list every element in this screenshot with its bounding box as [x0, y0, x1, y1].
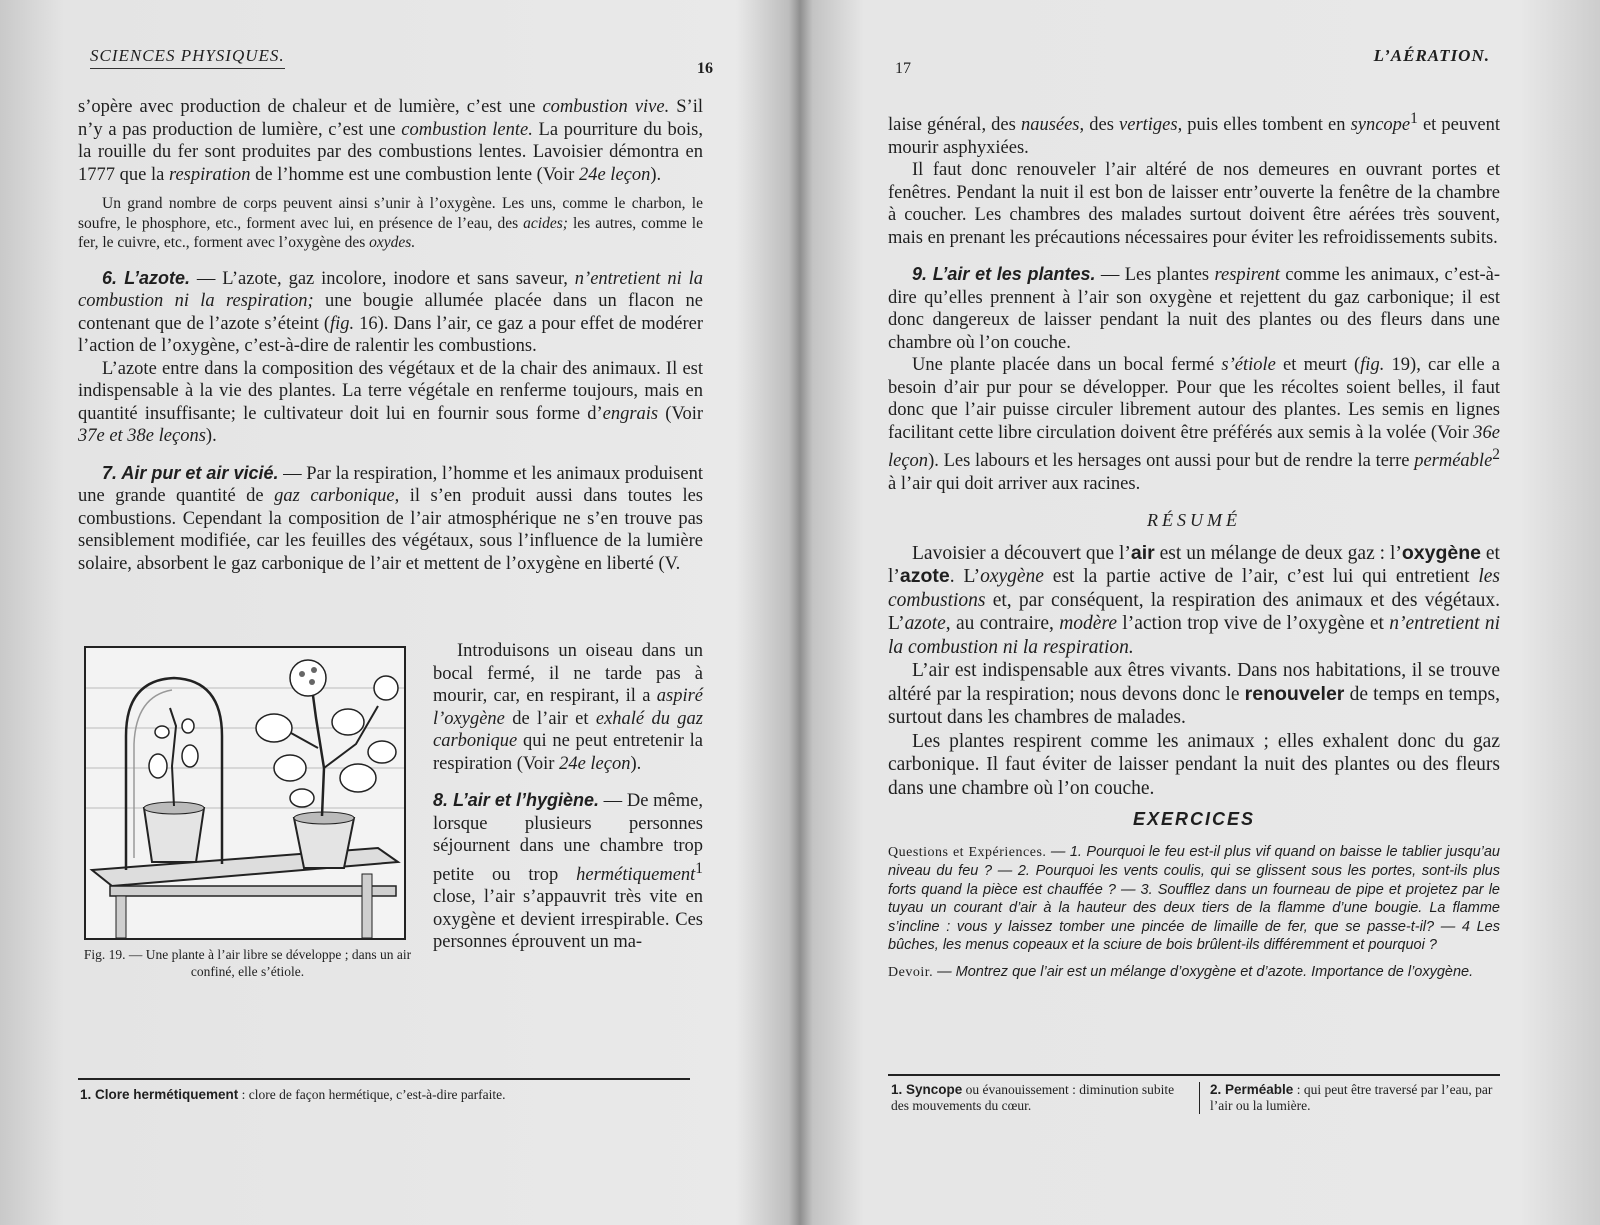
- exercices-questions: Questions et Expériences. — 1. Pourquoi le feu est-il plus vif quand on baisse le tablier jusqu’au niveau du feu ? — 2. Pourquoi les vents coulis, qui se glissent sous les portes, sont-ils plus forts quand la pièce est chauffée ? — 3. Soufflez dans un fourneau de pipe et projetez par le tuyau un courant d’air à la hauteur des deux tiers de la flamme d’une bougie. La flamme s’incline : vous y laissez tomber une pincée de limaille de fer, que se passe-t-il? — 4 Les bûches, les menus copeaux et la sciure de bois brûlent-ils différemment et pourquoi ?: [888, 843, 1500, 954]
- footnote-permeable: 2. Perméable : qui peut être traversé par l’eau, par l’air ou la lumière.: [1210, 1082, 1493, 1113]
- running-head-right: L’AÉRATION.: [1373, 46, 1490, 65]
- section-6-azote: 6. L’azote. — L’azote, gaz incolore, inodore et sans saveur, n’entretient ni la combustion ni la respiration; une bougie allumée placée dans un flacon ne contenant que de l’azote s’éteint (fig. 16). Dans l’air, ce gaz a pour effet de modérer l’action de l’oxygène, c’est-à-dire de ralentir les combustions.: [78, 267, 703, 356]
- section-6-title: 6. L’azote.: [102, 267, 190, 288]
- footnote-syncope: 1. Syncope ou évanouissement : diminution subite des mouvements du cœur.: [891, 1082, 1200, 1114]
- section-8-hygiene: 8. L’air et l’hygiène. — De même, lorsque plusieurs personnes séjournent dans une chambre trop petite ou trop hermétiquement$^1$ close, l’air s’appauvrit très vite en oxygène et devient irrespirable. Ces personnes éprouvent un ma-: [433, 790, 703, 953]
- left-page: [0, 0, 795, 1225]
- resume-title: RÉSUMÉ: [1147, 510, 1241, 531]
- page-number-left: 16: [697, 60, 713, 77]
- footnote-rule-left: [78, 1078, 690, 1080]
- footnote-left: 1. Clore hermétiquement : clore de façon hermétique, c’est-à-dire parfaite.: [80, 1087, 506, 1102]
- resume-paragraph-2: L’air est indispensable aux êtres vivants. Dans nos habitations, il se trouve altéré par la respiration; nous devons donc le renouveler de temps en temps, surtout dans les chambres de malades.: [888, 660, 1500, 729]
- section-7-title: 7. Air pur et air vicié.: [102, 462, 279, 483]
- figure-19: [80, 646, 415, 980]
- section-9-title: 9. L’air et les plantes.: [912, 264, 1096, 285]
- left-text-column: [78, 96, 703, 575]
- section-8-title: 8. L’air et l’hygiène.: [433, 790, 599, 810]
- resume-paragraph-3: Les plantes respirent comme les animaux ; elles exhalent donc du gaz carbonique. Il faut éviter de laisser pendant la nuit des plantes ou des fleurs dans une chambre où l’on couche.: [888, 730, 1500, 799]
- running-head-left: SCIENCES PHYSIQUES.: [90, 46, 285, 69]
- page-number-right: 17: [895, 60, 911, 77]
- paragraph-combustion: s’opère avec production de chaleur et de lumière, c’est une combustion vive. S’il n’y a pas production de lumière, c’est une combustion lente. La pourriture du bois, la rouille du fer sont produites par des combustions lentes. Lavoisier démontra en 1777 que la respiration de l’homme est une combustion lente (Voir 24e leçon).: [78, 97, 703, 185]
- section-9-paragraph-2: Une plante placée dans un bocal fermé s’étiole et meurt (fig. 19), car elle a besoin d’air pur pour se développer. Pour que les récoltes soient belles, il faut donc que l’air puisse circuler librement autour des plantes. Les semis en lignes facilitant cette libre circulation doivent être préférés aux semis à la volée (Voir 36e leçon). Les labours et les hersages ont aussi pour but de rendre la terre perméable$^2$ à l’air qui doit arriver aux racines.: [888, 355, 1500, 494]
- exercices-devoir: Devoir. — Montrez que l’air est un mélange d’oxygène et d’azote. Importance de l’oxygène.: [888, 963, 1474, 980]
- figure-19-caption: Fig. 19. — Une plante à l’air libre se développe ; dans un air confiné, elle s’étiole.: [83, 947, 412, 979]
- paragraph-malaise: laise général, des nausées, des vertiges, puis elles tombent en syncope$^1$ et peuvent mourir asphyxiées.: [888, 110, 1500, 158]
- left-figure-block: [78, 640, 703, 984]
- footnote-rule-right: [888, 1074, 1500, 1076]
- right-page: [805, 0, 1600, 1225]
- figure-19-illustration: [84, 646, 406, 940]
- small-print-note: Un grand nombre de corps peuvent ainsi s’unir à l’oxygène. Les uns, comme le charbon, le soufre, le phosphore, etc., forment avec lui, en présence de l’eau, des acides; les autres, comme le fer, le cuivre, etc., forment avec l’oxygène des oxydes.: [78, 195, 703, 251]
- section-9-plantes: 9. L’air et les plantes. — Les plantes respirent comme les animaux, c’est-à-dire qu’elles prennent à l’air son oxygène et rejettent du gaz carbonique; il est donc dangereux de laisser pendant la nuit des plantes ou des fleurs dans une chambre où l’on couche.: [888, 264, 1500, 353]
- plant-bell-jar-icon: [86, 648, 404, 938]
- resume-paragraph-1: Lavoisier a découvert que l’air est un mélange de deux gaz : l’oxygène et l’azote. L’oxygène est la partie active de l’air, c’est lui qui entretient les combustions et, par conséquent, la respiration des animaux et des végétaux. L’azote, au contraire, modère l’action trop vive de l’oxygène et n’entretient ni la combustion ni la respiration.: [888, 541, 1500, 658]
- right-text-column: [888, 108, 1500, 990]
- section-7-paragraph-2: Introduisons un oiseau dans un bocal fermé, il ne tarde pas à mourir, car, en respirant, il a aspiré l’oxygène de l’air et exhalé du gaz carbonique qui ne peut entretenir la respiration (Voir 24e leçon).: [433, 641, 703, 774]
- paragraph-renouveler: Il faut donc renouveler l’air altéré de nos demeures en ouvrant portes et fenêtres. Pendant la nuit il est bon de laisser entr’ouverte la fenêtre de la chambre à coucher. Les chambres des malades surtout doivent être aérées très souvent, mais en prenant les précautions nécessaires pour éviter les refroidissements subits.: [888, 160, 1500, 248]
- exercices-block: [888, 843, 1500, 983]
- section-6-paragraph-2: L’azote entre dans la composition des végétaux et de la chair des animaux. Il est indispensable à la vie des plantes. La terre végétale en renferme toujours, mais en quantité insuffisante; le cultivateur doit lui en fournir sous forme d’engrais (Voir 37e et 38e leçons).: [78, 358, 703, 446]
- footnotes-right: [891, 1082, 1501, 1114]
- resume-block: [888, 542, 1500, 801]
- section-7-air-pur: 7. Air pur et air vicié. — Par la respiration, l’homme et les animaux produisent une grande quantité de gaz carbonique, il s’en produit aussi dans toutes les combustions. Cependant la composition de l’air atmosphérique ne s’en trouve pas sensiblement modifiée, car les feuilles des végétaux, sous l’influence de la lumière solaire, absorbent le gaz carbonique de l’air et mettent de l’oxygène en liberté (V.: [78, 462, 703, 574]
- exercices-title: EXERCICES: [1132, 809, 1256, 830]
